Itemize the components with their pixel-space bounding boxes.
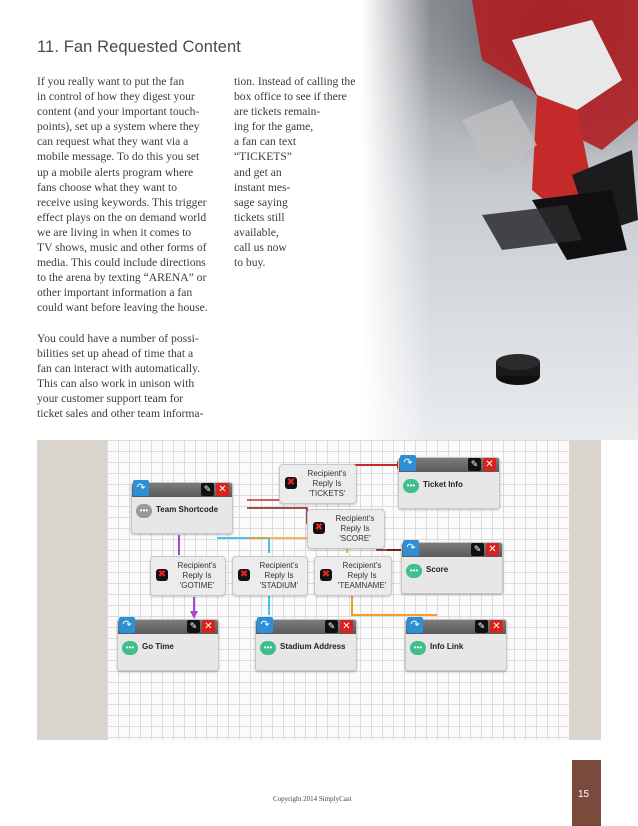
hockey-player-photo — [362, 0, 638, 440]
section-heading: 11. Fan Requested Content — [37, 38, 241, 56]
delete-icon[interactable]: ✕ — [483, 458, 496, 471]
remove-condition-icon[interactable]: ✖ — [157, 569, 167, 580]
condition-tickets[interactable] — [279, 464, 357, 504]
node-label: Stadium Address — [280, 642, 346, 651]
edit-icon[interactable]: ✎ — [468, 458, 481, 471]
flow-icon: ↷ — [403, 540, 419, 556]
node-label: Go Time — [142, 642, 174, 651]
node-go-time[interactable] — [117, 619, 219, 671]
condition-text: Recipient's Reply Is 'STADIUM' — [259, 561, 299, 590]
flow-icon: ↷ — [400, 455, 416, 471]
chat-icon: ••• — [122, 641, 138, 655]
node-ticket-info[interactable] — [398, 457, 500, 509]
condition-score[interactable] — [307, 509, 385, 549]
node-header — [256, 620, 356, 634]
delete-icon[interactable]: ✕ — [216, 483, 229, 496]
body-column-left — [37, 74, 229, 421]
body-column-right — [234, 74, 374, 270]
node-label: Info Link — [430, 642, 464, 651]
remove-condition-icon[interactable]: ✖ — [239, 569, 249, 580]
node-header — [402, 543, 502, 557]
delete-icon[interactable]: ✕ — [490, 620, 503, 633]
node-score[interactable] — [401, 542, 503, 594]
node-label: Score — [426, 565, 449, 574]
condition-text: Recipient's Reply Is 'TICKETS' — [307, 469, 347, 498]
body-paragraph: tion. Instead of calling the box office to see if there are tickets remain- ing for the game, a fan can text “TICKETS” and get an instant mes- sage saying tickets still available, call us now to buy. — [234, 75, 356, 270]
condition-gotime[interactable] — [150, 556, 226, 596]
workflow-diagram-panel — [37, 440, 601, 740]
page-number: 15 — [578, 789, 590, 800]
condition-text: Recipient's Reply Is 'TEAMNAME' — [337, 561, 387, 590]
chat-icon: ••• — [403, 479, 419, 493]
node-header — [399, 458, 499, 472]
node-label: Ticket Info — [423, 480, 463, 489]
condition-text: Recipient's Reply Is 'GOTIME' — [177, 561, 217, 590]
workflow-canvas — [107, 440, 569, 740]
chat-icon: ••• — [410, 641, 426, 655]
connector-gotime-arrow — [190, 611, 198, 619]
edit-icon[interactable]: ✎ — [475, 620, 488, 633]
delete-icon[interactable]: ✕ — [486, 543, 499, 556]
delete-icon[interactable]: ✕ — [340, 620, 353, 633]
node-label: Team Shortcode — [156, 505, 219, 514]
body-paragraph: You could have a number of possi- bilities set up ahead of time that a fan can interact with automatically. This can also work in unison with your customer support team for ticket sales and other team informa- — [37, 331, 204, 420]
node-header — [118, 620, 218, 634]
remove-condition-icon[interactable]: ✖ — [321, 569, 331, 580]
node-info-link[interactable] — [405, 619, 507, 671]
node-header — [132, 483, 232, 497]
condition-teamname[interactable] — [314, 556, 392, 596]
remove-condition-icon[interactable]: ✖ — [314, 522, 324, 533]
node-stadium-address[interactable] — [255, 619, 357, 671]
flow-icon: ↷ — [133, 480, 149, 496]
flow-icon: ↷ — [257, 617, 273, 633]
node-team-shortcode[interactable] — [131, 482, 233, 534]
condition-stadium[interactable] — [232, 556, 308, 596]
edit-icon[interactable]: ✎ — [471, 543, 484, 556]
delete-icon[interactable]: ✕ — [202, 620, 215, 633]
chat-icon: ••• — [406, 564, 422, 578]
edit-icon[interactable]: ✎ — [187, 620, 200, 633]
flow-icon: ↷ — [407, 617, 423, 633]
hockey-photo-illustration — [362, 0, 638, 440]
remove-condition-icon[interactable]: ✖ — [286, 477, 296, 488]
node-header — [406, 620, 506, 634]
copyright-footer: Copyright 2014 SimplyCast — [273, 795, 352, 803]
chat-icon: ••• — [260, 641, 276, 655]
edit-icon[interactable]: ✎ — [201, 483, 214, 496]
connector-stadium — [217, 538, 269, 553]
flow-icon: ↷ — [119, 617, 135, 633]
connector-teamname-out — [352, 595, 437, 615]
chat-icon: ••• — [136, 504, 152, 518]
edit-icon[interactable]: ✎ — [325, 620, 338, 633]
condition-text: Recipient's Reply Is 'SCORE' — [335, 514, 375, 543]
body-paragraph: If you really want to put the fan in control of how they digest your content (and your important touch- points), set up a system where they can request what they want via a mobile message. To do this you set up a mobile alerts program where fans choose what they want to receive using keywords. This trigger effect plays on the on demand world we are living in when it comes to TV shows, music and other forms of media. This could include directions to the arena by texting “ARENA” or other important information a fan could want before leaving the house. — [37, 75, 208, 315]
